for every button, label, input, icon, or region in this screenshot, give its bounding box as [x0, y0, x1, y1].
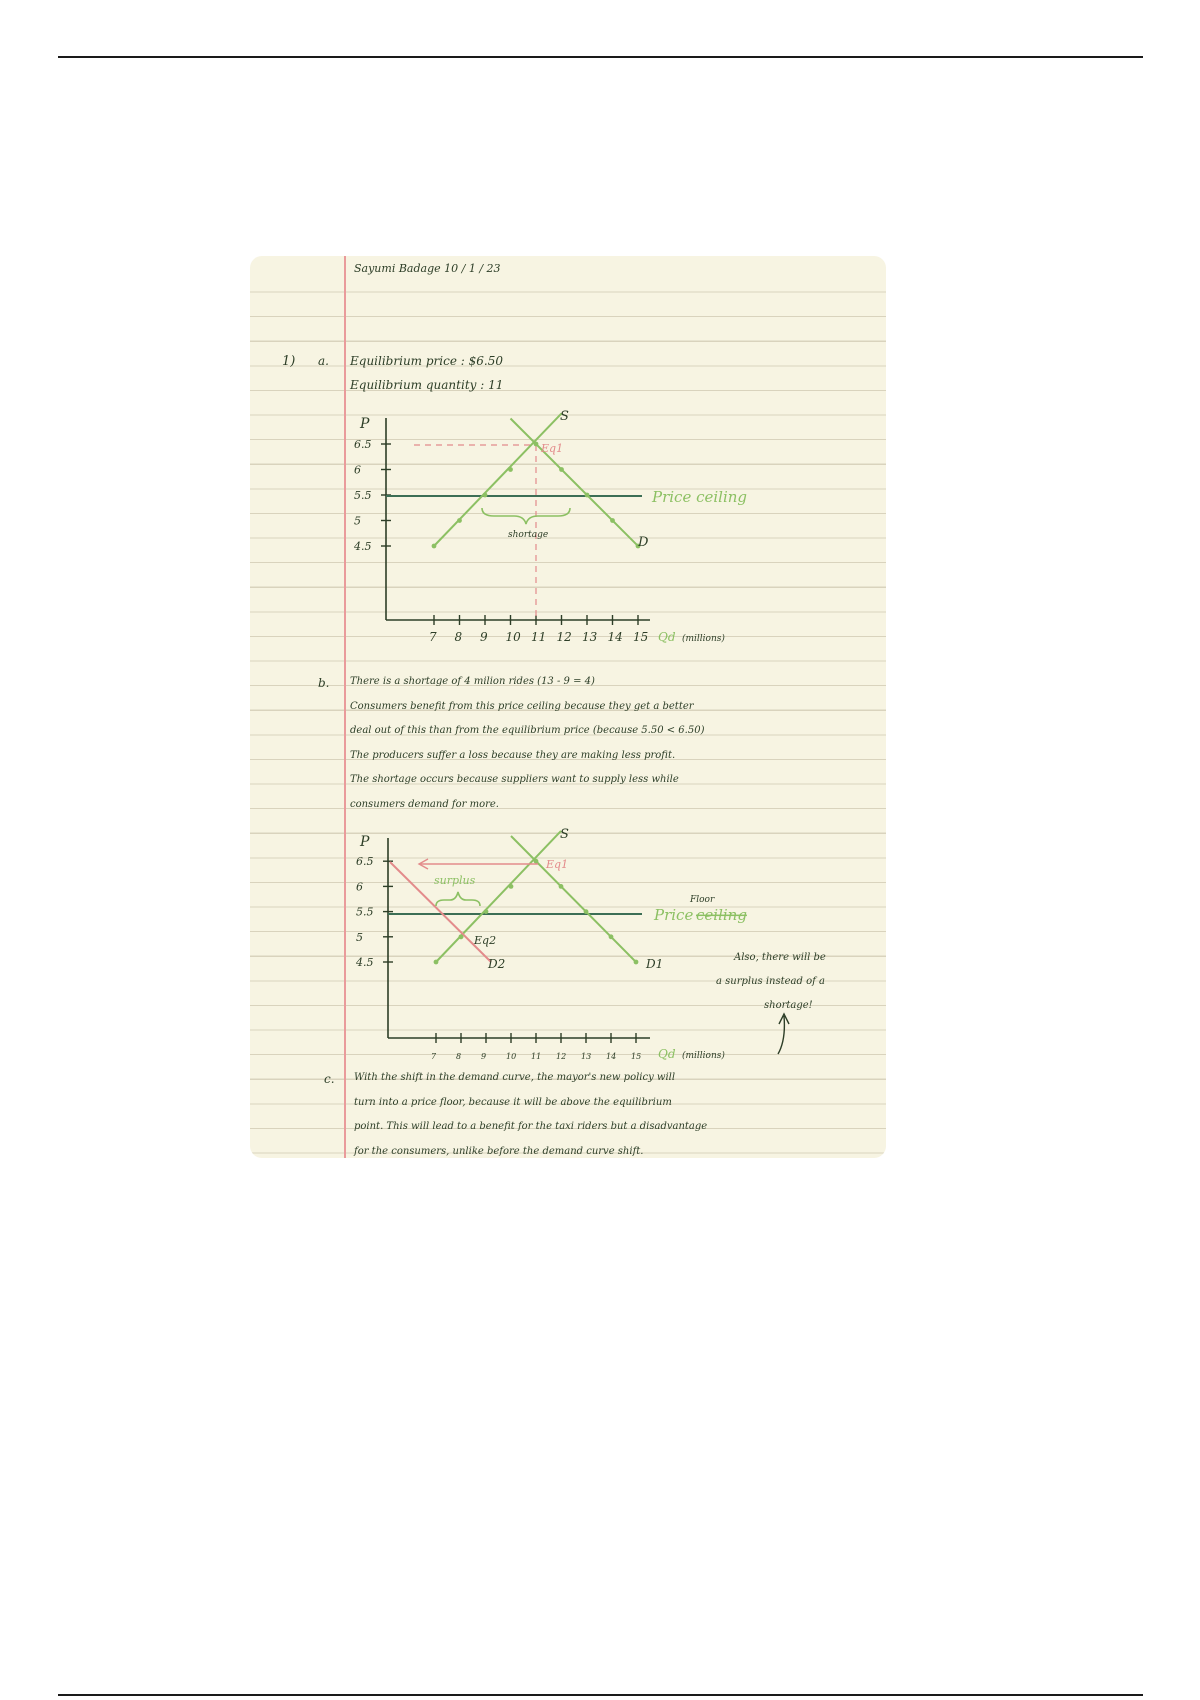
part-b-line: consumers demand for more.: [350, 799, 499, 810]
g2-x-tick-label: 10: [506, 1052, 517, 1061]
g2-demand2-label: D2: [488, 957, 506, 971]
g1-supply-label: S: [560, 409, 569, 424]
g2-curve-point: [634, 960, 639, 965]
g2-x-tick-label: 7: [431, 1052, 437, 1061]
note-arrow: [778, 1016, 784, 1054]
g2-y-tick-label: 4.5: [356, 956, 374, 969]
g2-demand1-label: D1: [646, 957, 664, 971]
g2-demand1-curve: [511, 836, 636, 962]
g2-supply-curve: [436, 831, 561, 962]
g1-y-tick-label: 6.5: [354, 438, 372, 451]
part-b-line: The producers suffer a loss because they are making less profit.: [350, 749, 676, 761]
graph-2: [250, 256, 886, 1158]
g2-x-axis-unit: (millions): [682, 1051, 725, 1061]
g2-floor-label: Floor: [690, 895, 715, 905]
part-b-label: b.: [318, 676, 330, 690]
g1-eq-label: Eq1: [541, 442, 564, 455]
part-c-line: point. This will lead to a benefit for the taxi riders but a disadvantage: [354, 1121, 708, 1133]
g2-supply-label: S: [560, 827, 569, 842]
g2-eq1-label: Eq1: [546, 858, 569, 871]
note-line-1: Also, there will be: [734, 952, 826, 963]
g2-price-label: Price: [654, 906, 694, 924]
equilibrium-quantity: Equilibrium quantity : 11: [350, 378, 504, 392]
g2-x-tick-label: 13: [581, 1052, 592, 1061]
g2-curve-point: [584, 909, 589, 914]
g2-y-tick-label: 5: [356, 930, 363, 944]
note-line-2: a surplus instead of a: [716, 976, 825, 987]
g2-curve-point: [434, 960, 439, 965]
page-top-rule: [58, 56, 1143, 58]
g2-x-tick-label: 11: [531, 1052, 542, 1061]
g2-eq2-label: Eq2: [474, 934, 497, 947]
g2-curve-point: [559, 884, 564, 889]
g1-x-tick-label: 9: [480, 630, 488, 644]
g2-curve-point: [609, 934, 614, 939]
g2-y-tick-label: 5.5: [356, 905, 374, 919]
part-c-line: turn into a price floor, because it will be above the equilibrium: [354, 1096, 672, 1108]
name-date: Sayumi Badage 10 / 1 / 23: [354, 262, 501, 275]
g2-curve-point: [534, 859, 539, 864]
notebook-page-image: [250, 256, 886, 1158]
note-line-3: shortage!: [764, 1000, 813, 1011]
g2-surplus-label: surplus: [434, 874, 476, 887]
g1-x-tick-label: 8: [454, 630, 463, 644]
g2-y-tick-label: 6: [356, 880, 363, 894]
g1-y-tick-label: 4.5: [354, 540, 372, 553]
part-c-label: c.: [324, 1072, 335, 1086]
g1-x-tick-label: 13: [582, 630, 598, 644]
part-b-line: There is a shortage of 4 milion rides (13 - 9 = 4): [350, 676, 595, 687]
g2-surplus-brace: [436, 892, 480, 906]
g2-x-tick-label: 15: [631, 1052, 642, 1061]
g1-x-tick-label: 15: [633, 630, 649, 644]
g1-y-tick-label: 6: [354, 463, 361, 477]
part-b-line: deal out of this than from the equilibrium price (because 5.50 < 6.50): [350, 725, 705, 737]
g2-ceiling-crossed-label: ceiling: [696, 906, 747, 924]
g2-curve-point: [484, 909, 489, 914]
g1-x-axis-label: Qd: [658, 630, 676, 644]
part-c-line: With the shift in the demand curve, the mayor's new policy will: [354, 1072, 676, 1083]
page-bottom-rule: [58, 1694, 1143, 1696]
g1-x-tick-label: 11: [531, 630, 547, 644]
g1-x-axis-unit: (millions): [682, 634, 725, 644]
g2-x-tick-label: 8: [456, 1052, 462, 1061]
g2-y-axis-label: P: [360, 834, 370, 850]
question-number: 1): [282, 354, 296, 369]
g2-x-tick-label: 12: [556, 1052, 567, 1061]
g2-curve-point: [459, 934, 464, 939]
g2-x-tick-label: 14: [606, 1052, 617, 1061]
g1-y-axis-label: P: [360, 416, 370, 432]
g1-y-tick-label: 5.5: [354, 489, 372, 502]
part-a-label: a.: [318, 354, 329, 368]
g1-ceiling-label: Price ceiling: [652, 488, 748, 506]
g2-x-axis-label: Qd: [658, 1047, 676, 1061]
g1-x-tick-label: 12: [556, 630, 572, 644]
part-b-line: The shortage occurs because suppliers want to supply less while: [350, 774, 679, 786]
part-b-line: Consumers benefit from this price ceiling because they get a better: [350, 700, 694, 712]
g1-x-tick-label: 14: [607, 630, 623, 644]
equilibrium-price: Equilibrium price : $6.50: [350, 354, 503, 368]
g2-y-tick-label: 6.5: [356, 855, 374, 869]
g1-y-tick-label: 5: [354, 514, 361, 528]
g1-shortage-label: shortage: [508, 530, 549, 540]
g2-curve-point: [509, 884, 514, 889]
g2-x-tick-label: 9: [481, 1052, 487, 1061]
g1-x-tick-label: 10: [505, 630, 521, 644]
part-c-line: for the consumers, unlike before the demand curve shift.: [354, 1145, 644, 1157]
g1-x-tick-label: 7: [429, 630, 437, 644]
g1-demand-label: D: [638, 535, 649, 550]
